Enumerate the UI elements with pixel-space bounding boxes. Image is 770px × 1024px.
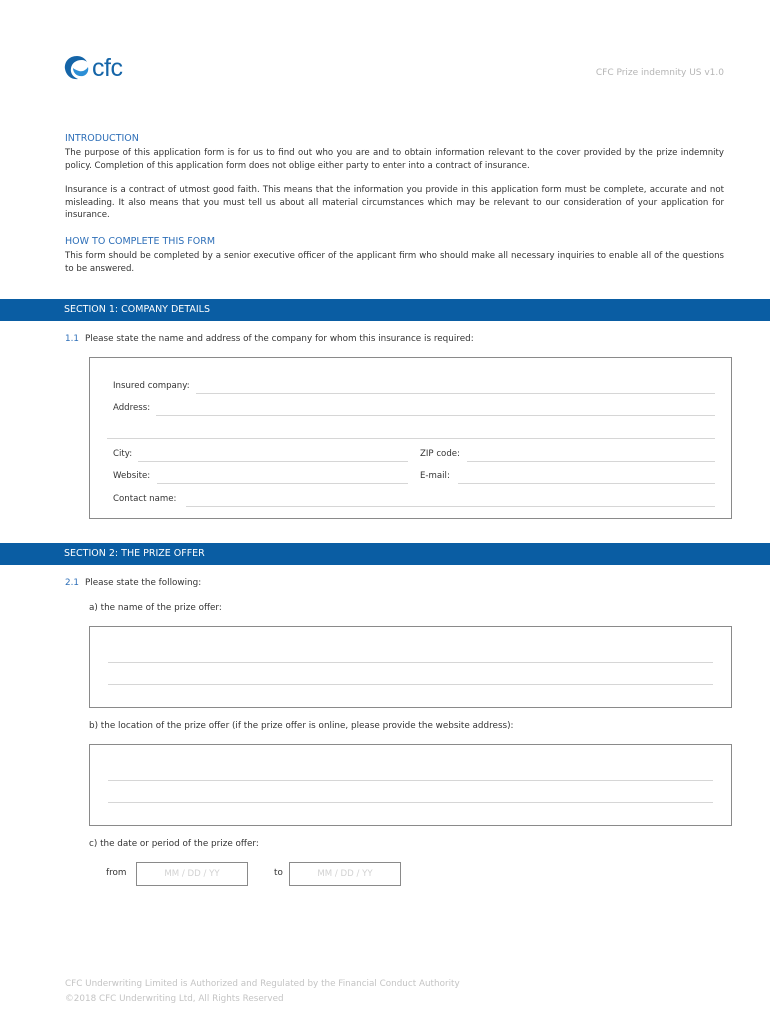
question-2-1-c: c) the date or period of the prize offer: (89, 839, 259, 849)
question-text: Please state the following: (85, 578, 202, 588)
footer-copyright: ©2018 CFC Underwriting Ltd, All Rights Reserved (65, 993, 284, 1004)
introduction-paragraph-1: The purpose of this application form is for us to find out who you are and to obtain information relevant to the cover provided by the prize indemnity policy. Completion of this application form does not oblige either party to enter into a contract of insurance. (65, 148, 724, 171)
document-reference: CFC Prize indemnity US v1.0 (595, 68, 724, 78)
website-label: Website: (113, 471, 151, 481)
to-label: to (274, 868, 283, 878)
cfc-logo-icon (64, 55, 90, 81)
from-date-input[interactable]: MM / DD / YY (136, 862, 248, 886)
question-text: Please state the name and address of the company for whom this insurance is required: (85, 334, 474, 344)
contact-name-label: Contact name: (113, 494, 177, 504)
address-field-line-2[interactable] (107, 438, 715, 439)
section-1-title: SECTION 1: COMPANY DETAILS (64, 304, 211, 315)
from-label: from (106, 868, 127, 878)
contact-name-field[interactable] (186, 506, 715, 507)
cfc-logo (64, 55, 122, 81)
footer (65, 977, 460, 1006)
question-2-1-b: b) the location of the prize offer (if the prize offer is online, please provide the website address): (89, 721, 514, 731)
introduction-heading: INTRODUCTION (65, 133, 139, 144)
question-number: 1.1 (65, 334, 79, 344)
answer-line (108, 684, 713, 685)
answer-line (108, 662, 713, 663)
introduction-paragraph-2: Insurance is a contract of utmost good faith. This means that the information you provide in this application form must be complete, accurate and not misleading. It also means that you must tell us about all material circumstances which may be relevant to our consideration of your application for insurance. (65, 185, 724, 221)
email-field[interactable] (458, 483, 715, 484)
how-to-heading: HOW TO COMPLETE THIS FORM (65, 236, 216, 247)
answer-line (108, 802, 713, 803)
prize-offer-name-box[interactable] (89, 626, 732, 708)
answer-line (108, 780, 713, 781)
question-2-1-a: a) the name of the prize offer: (89, 603, 222, 613)
zip-code-field[interactable] (467, 461, 715, 462)
to-date-input[interactable]: MM / DD / YY (289, 862, 401, 886)
email-label: E-mail: (420, 471, 450, 481)
website-field[interactable] (157, 483, 408, 484)
address-field[interactable] (156, 415, 715, 416)
question-2-1 (65, 578, 201, 588)
insured-company-field[interactable] (196, 393, 715, 394)
prize-offer-location-box[interactable] (89, 744, 732, 826)
question-1-1 (65, 334, 474, 344)
logo-text: cfc (92, 53, 123, 82)
insured-company-label: Insured company: (113, 381, 190, 391)
address-label: Address: (113, 403, 151, 413)
zip-code-label: ZIP code: (420, 449, 460, 459)
question-number: 2.1 (65, 578, 79, 588)
footer-regulation-text: CFC Underwriting Limited is Authorized and Regulated by the Financial Conduct Authority (65, 979, 460, 989)
section-2-title: SECTION 2: THE PRIZE OFFER (64, 548, 205, 559)
city-label: City: (113, 449, 133, 459)
how-to-paragraph: This form should be completed by a senior executive officer of the applicant firm who should make all necessary inquiries to enable all of the questions to be answered. (65, 251, 724, 274)
section-1-header (0, 299, 770, 321)
section-2-header (0, 543, 770, 565)
company-details-box (89, 357, 732, 519)
city-field[interactable] (138, 461, 408, 462)
